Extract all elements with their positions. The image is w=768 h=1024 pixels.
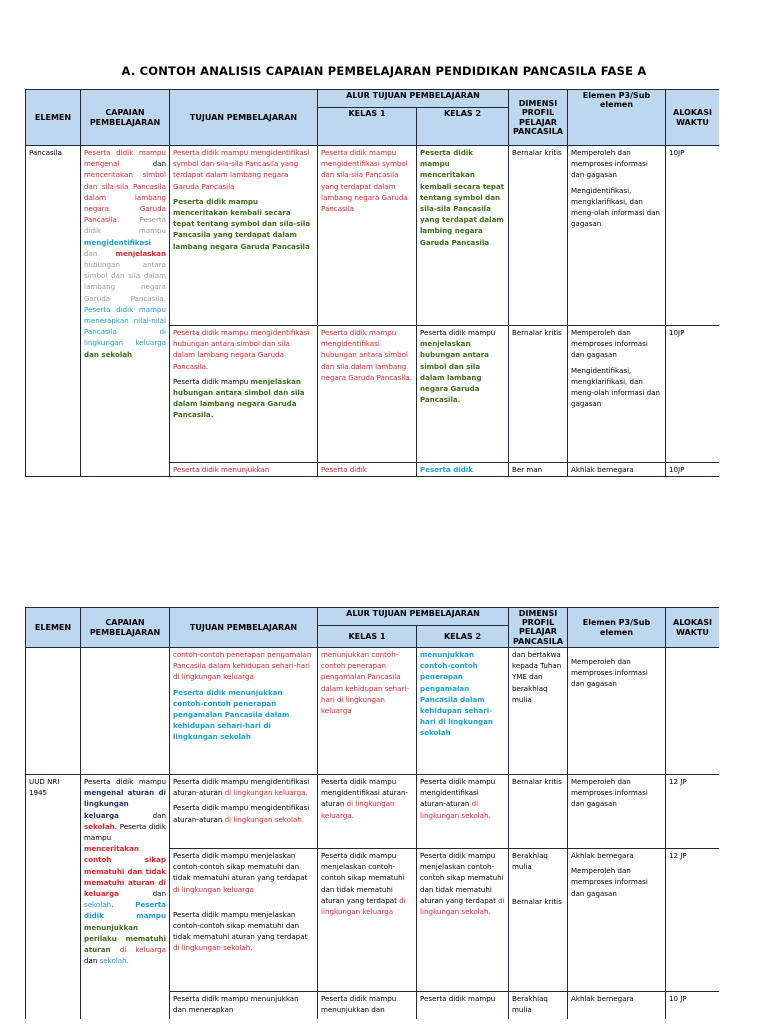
cell-alokasi: 10JP (666, 463, 720, 477)
text-run: dan sekolah (84, 349, 133, 359)
text-run: di lingkungan keluarga. (224, 788, 308, 798)
text-block: Memperoleh dan memproses informasi dan gagasan (571, 148, 648, 180)
cell-dimensi (509, 849, 568, 992)
cell-kelas-2 (417, 648, 509, 775)
text-block: Mengidentifikasi, mengklarifikasi, dan meng-olah informasi dan gagasan (571, 365, 660, 409)
text-run: Peserta didik mampu mengidentifikasi symbol dan sila-sila Pancasila yang terdapat dalam lambang negara Garuda Pancasila (321, 148, 408, 214)
text-run: di lingkungan keluarga (173, 884, 254, 894)
header-elemen: ELEMEN (26, 608, 81, 648)
text-run: Peserta didik mampu (84, 148, 166, 157)
cell-elemen-p3 (568, 146, 666, 326)
cell-elemen-p3 (568, 992, 666, 1020)
cell-kelas-2 (417, 849, 509, 992)
text-run: Peserta didik mampu mengidentifikasi hubungan antara simbol dan sila dalam lambang negara Garuda Pancasila. (321, 328, 412, 382)
text-block: Akhlak bernegara (571, 994, 634, 1003)
header-tujuan: TUJUAN PEMBELAJARAN (170, 90, 318, 146)
text-run: Peserta didik mampu menerapkan nilai-nilai Pancasila di lingkungan keluarga (84, 304, 166, 348)
text-run: dan (84, 248, 116, 258)
text-block: Memperoleh dan memproses informasi dan gagasan (571, 866, 648, 898)
cell-kelas-1 (318, 648, 417, 775)
cell-dimensi: Bernalar kritis (509, 775, 568, 849)
text-block: Memperoleh dan memproses informasi dan gagasan (571, 328, 648, 360)
text-run: Peserta didik mampu menunjukkan dan menerapkan (173, 994, 299, 1015)
cell-kelas-1 (318, 775, 417, 849)
text-run: Peserta didik mampu menjelaskan contoh-contoh sikap mematuhi dan tidak mematuhi aturan yang terdapat (173, 851, 308, 883)
cell-elemen (26, 648, 81, 775)
text-run: Peserta didik mampu mengidentifikasi aturan-aturan (420, 777, 496, 809)
text-block (173, 147, 314, 192)
text-run: menjelaskan (115, 248, 166, 258)
cell-elemen-p3 (568, 463, 666, 477)
text-run: Peserta didik mampu mengidentifikasi aturan-aturan (321, 777, 409, 809)
text-run: mengenal (84, 159, 120, 169)
cell-kelas-1 (318, 992, 417, 1020)
cell-capaian (81, 775, 170, 1020)
cell-dimensi (509, 992, 568, 1020)
text-block: Akhlak bernegara (571, 465, 634, 474)
cell-kelas-2 (417, 326, 509, 463)
cell-kelas-1 (318, 849, 417, 992)
text-run: Peserta didik mampu (84, 777, 166, 786)
header-dimensi: DIMENSI PROFIL PELAJAR PANCASILA (509, 90, 568, 146)
text-run: menunjukkan perilaku mematuhi aturan (84, 922, 166, 955)
text-run: sekolah. (99, 956, 129, 966)
text-run: contoh-contoh penerapan pengamalan Pancasila dalam kehidupan sehari-hari di lingkungan keluarga (173, 650, 312, 682)
cell-tujuan (170, 849, 318, 992)
cell-elemen-p3 (568, 648, 666, 775)
text-block (173, 776, 314, 798)
cell-kelas-1 (318, 326, 417, 463)
header-alokasi: ALOKASI WAKTU (666, 608, 720, 648)
cell-tujuan (170, 326, 318, 463)
header-elemen: ELEMEN (26, 90, 81, 146)
header-kelas-2: KELAS 2 (417, 108, 509, 146)
text-run: di lingkungan sekolah. (420, 799, 491, 820)
text-run: menjelaskan hubungan antara simbol dan sila dalam lambang negara Garuda Pancasila. (420, 339, 489, 405)
text-run: di lingkungan keluarga (321, 895, 406, 917)
cell-alokasi (666, 648, 720, 775)
text-block (173, 464, 314, 475)
cell-capaian (81, 146, 170, 477)
text-block (173, 196, 314, 252)
text-block: Akhlak bernegara (571, 851, 634, 860)
text-run: Peserta didik mampu (173, 376, 251, 386)
cell-kelas-1 (318, 146, 417, 326)
text-block (173, 850, 314, 895)
text-run: Peserta didik mampu (420, 994, 496, 1003)
cell-tujuan (170, 463, 318, 477)
text-run: . Peserta didik mampu (84, 821, 166, 843)
text-run: . Peserta didik mampu (84, 900, 166, 921)
header-kelas-1: KELAS 1 (318, 626, 417, 648)
text-run: Peserta didik mampu mengidentifikasi symbol dan sila-sila Pancasila yang terdapat dalam lambang negara Garuda Pancasila (173, 148, 310, 191)
cell-tujuan (170, 648, 318, 775)
text-block (173, 687, 314, 743)
cell-tujuan (170, 992, 318, 1020)
cell-alokasi: 10JP (666, 326, 720, 463)
header-alur: ALUR TUJUAN PEMBELAJARAN (318, 90, 509, 108)
header-elemen-p3: Elemen P3/Sub elemen (568, 608, 666, 648)
text-block: Memperoleh dan memproses informasi dan gagasan (571, 777, 648, 809)
text-run: Peserta didik mampu (420, 328, 496, 337)
cell-kelas-2 (417, 463, 509, 477)
text-block: Berakhlaq mulia (512, 851, 548, 872)
text-block (173, 327, 314, 372)
text-run: Peserta didik (420, 465, 473, 474)
text-run: Peserta didik menunjukkan contoh-contoh penerapan pengamalan Pancasila dalam kehidupan sehari-hari di lingkungan sekolah (173, 687, 290, 742)
text-run: mengenal aturan di lingkungan keluarga (84, 788, 166, 820)
cell-dimensi: dan bertakwa kepada Tuhan YME dan berakhlaq mulia (509, 648, 568, 775)
text-run: hubungan antara simbol dan sila dalam lambang negara Garuda Pancasila. (84, 260, 166, 303)
text-run: Peserta didik menunjukkan (173, 465, 270, 474)
cell-alokasi: 10JP (666, 146, 720, 326)
cell-elemen: Pancasila (26, 146, 81, 477)
cell-elemen-p3 (568, 326, 666, 463)
header-capaian: CAPAIAN PEMBELAJARAN (81, 90, 170, 146)
cell-alokasi: 12 JP (666, 849, 720, 992)
cell-dimensi: Bernalar kritis (509, 146, 568, 326)
text-block (173, 376, 314, 421)
cell-dimensi: Ber man (509, 463, 568, 477)
text-run: dan (84, 956, 100, 966)
header-alur: ALUR TUJUAN PEMBELAJARAN (318, 608, 509, 626)
text-block: Bernalar kritis (512, 897, 562, 907)
text-run: Peserta didik mampu menjelaskan contoh-contoh sikap mematuhi dan tidak mematuhi aturan yang terdapat (321, 851, 405, 905)
text-run: menunjukkan contoh-contoh penerapan pengamalan Pancasila dalam kehidupan sehari-hari di lingkungan keluarga (321, 650, 409, 716)
text-run: Peserta didik mampu (84, 215, 166, 236)
text-run: Peserta didik mampu menceritakan kembali secara tepat tentang symbol dan sila-sila Pancasila yang terdapat dalam lambang negara Garuda Pancasila (173, 196, 311, 251)
text-run: di lingkungan keluarga. (321, 799, 395, 820)
text-block (173, 909, 314, 954)
analysis-table-2 (25, 607, 719, 1019)
document-title: A. CONTOH ANALISIS CAPAIAN PEMBELAJARAN PENDIDIKAN PANCASILA FASE A (121, 64, 647, 78)
cell-alokasi: 12 JP (666, 775, 720, 849)
text-run: Peserta didik mampu menunjukkan dan (321, 994, 397, 1015)
text-run: Peserta didik mampu mengidentifikasi aturan-aturan (173, 803, 310, 824)
header-elemen-p3: Elemen P3/Sub elemen (568, 90, 666, 146)
header-kelas-1: KELAS 1 (318, 108, 417, 146)
header-tujuan: TUJUAN PEMBELAJARAN (170, 608, 318, 648)
cell-elemen-p3 (568, 849, 666, 992)
text-block (173, 649, 314, 683)
header-capaian: CAPAIAN PEMBELAJARAN (81, 608, 170, 648)
text-block: Mengidentifikasi, mengklarifikasi, dan meng-olah informasi dan gagasan (571, 185, 660, 229)
text-block: Memperoleh dan memproses informasi dan gagasan (571, 657, 648, 689)
text-run: dan (118, 889, 166, 899)
text-run: menceritakan simbol dan sila-sila Pancasila dalam lambang negara Garuda Pancasila. (84, 170, 166, 225)
text-run: Peserta didik mampu mengidentifikasi hubungan antara simbol dan sila dalam lambang negara Garuda Pancasila. (173, 328, 310, 371)
text-block: Berakhlaq mulia (512, 994, 548, 1015)
text-run: menjelaskan hubungan antara simbol dan sila dalam lambang negara Garuda Pancasila. (173, 376, 305, 420)
cell-dimensi: Bernalar kritis (509, 326, 568, 463)
text-run: Peserta didik mampu menjelaskan contoh-contoh sikap mematuhi dan tidak mematuhi aturan yang terdapat (420, 851, 504, 905)
text-run: Peserta didik mampu menjelaskan contoh-contoh sikap mematuhi dan tidak mematuhi aturan yang terdapat (173, 909, 308, 942)
text-run: sekolah (84, 900, 112, 910)
text-run: mengidentifikasi (84, 237, 151, 247)
cell-tujuan (170, 146, 318, 326)
cell-tujuan (170, 775, 318, 849)
text-run: di lingkungan sekolah. (224, 814, 305, 824)
cell-alokasi: 10 JP (666, 992, 720, 1020)
text-run: Peserta didik mampu mengidentifikasi aturan-aturan (173, 777, 310, 798)
header-alokasi: ALOKASI WAKTU (666, 90, 720, 146)
text-run: dan (119, 159, 166, 169)
text-run: menunjukkan contoh-contoh penerapan pengamalan Pancasila dalam kehidupan sehari-hari di lingkungan sekolah (420, 650, 493, 738)
text-run: sekolah (84, 821, 115, 831)
text-block (173, 993, 314, 1015)
cell-kelas-2 (417, 146, 509, 326)
cell-capaian (81, 648, 170, 775)
cell-elemen: UUD NRI 1945 (26, 775, 81, 1020)
header-dimensi: DIMENSI PROFIL PELAJAR PANCASILA (509, 608, 568, 648)
text-run: Peserta didik (321, 465, 367, 474)
text-run: di lingkungan sekolah. (420, 895, 505, 917)
text-run: di keluarga (119, 945, 166, 955)
text-run: di lingkungan sekolah. (173, 943, 253, 953)
cell-kelas-1 (318, 463, 417, 477)
text-run: menceritakan contoh sikap mematuhi dan tidak mematuhi aturan di keluarga (84, 844, 166, 899)
header-kelas-2: KELAS 2 (417, 626, 509, 648)
cell-kelas-2 (417, 775, 509, 849)
cell-elemen-p3 (568, 775, 666, 849)
text-run: dan (118, 810, 166, 820)
cell-kelas-2 (417, 992, 509, 1020)
text-run: Peserta didik mampu menceritakan kembali secara tepat tentang symbol dan sila-sila Pancasila yang terdapat dalam lambing negara Garuda Pancasila (420, 148, 505, 247)
analysis-table-1 (25, 89, 719, 479)
text-block (173, 802, 314, 824)
